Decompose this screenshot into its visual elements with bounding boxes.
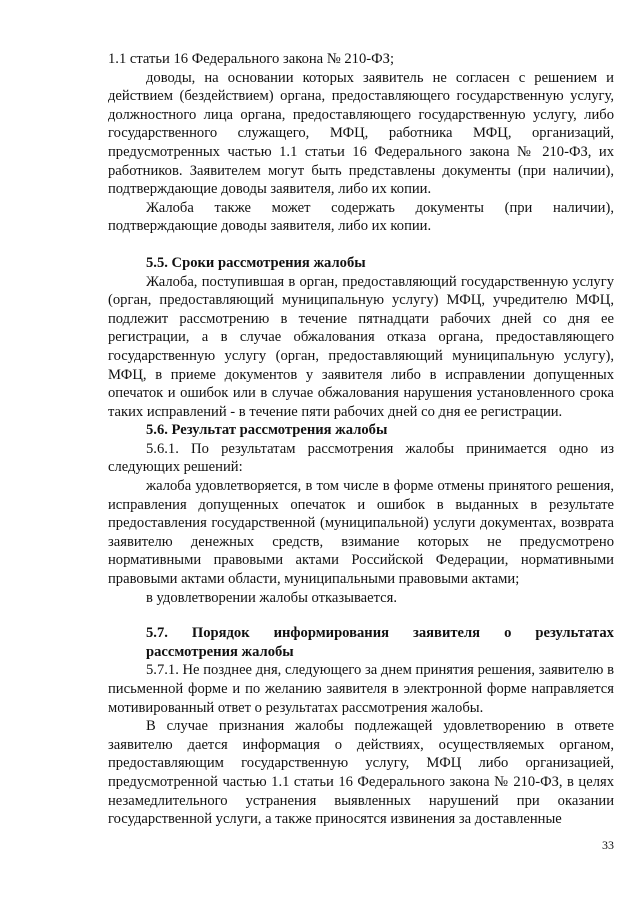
paragraph: 5.7.1. Не позднее дня, следующего за днем принятия решения, заявителю в письменной форме и по желанию заявителя в электронной форме направляется мотивированный ответ о результатах рассмотрения жалобы. — [108, 662, 614, 716]
section-heading: 5.5. Сроки рассмотрения жалобы — [146, 254, 366, 271]
heading-word: Порядок — [191, 625, 250, 642]
document-body — [108, 50, 614, 829]
section-heading — [146, 624, 614, 643]
paragraph: В случае признания жалобы подлежащей удовлетворению в ответе заявителю дается информация о действиях, осуществляемых органом, предоставляющим государственную услугу, МФЦ либо организацией, предусмотренной частью 1.1 статьи 16 Федерального закона № 210-ФЗ, в целях незамедлительного устранения выявленных нарушений при оказании государственной услуги, а также приносятся извинения за доставленные — [108, 718, 614, 828]
paragraph: 1.1 статьи 16 Федерального закона № 210-ФЗ; — [108, 51, 395, 67]
paragraph: Жалоба, поступившая в орган, предоставляющий государственную услугу (орган, предоставляющий муниципальную услугу) МФЦ, учредителю МФЦ, подлежит рассмотрению в течение пятнадцати рабочих дней со дня ее регистрации, а в случае обжалования отказа органа, предоставляющего государственную услугу (орган, предоставляющий муниципальную услугу), МФЦ, в приеме документов у заявителя либо в исправлении допущенных опечаток и ошибок или в случае обжалования нарушения установленного срока таких исправлений - в течение пяти рабочих дней со дня ее регистрации. — [108, 273, 614, 420]
heading-word: результатах — [535, 625, 614, 642]
section-heading-continued: рассмотрения жалобы — [146, 643, 294, 660]
heading-word: заявителя — [413, 625, 481, 642]
paragraph: доводы, на основании которых заявитель не согласен с решением и действием (бездействием) органа, предоставляющего государственную услугу, должностного лица органа, предоставляющего государственную услугу, либо государственного служащего, МФЦ, работника МФЦ, организаций, предусмотренных частью 1.1 статьи 16 Федерального закона № 210-ФЗ, их работников. Заявителем могут быть представлены документы (при наличии), подтверждающие доводы заявителя, либо их копии. — [108, 69, 614, 198]
paragraph: 5.6.1. По результатам рассмотрения жалобы принимается одно из следующих решений: — [108, 440, 614, 476]
heading-word: о — [504, 625, 512, 642]
heading-word: 5.7. — [146, 625, 168, 642]
paragraph: жалоба удовлетворяется, в том числе в форме отмены принятого решения, исправления допущенных опечаток и ошибок в выданных в результате предоставления государственной (муниципальной) услуги документах, возврата заявителю денежных средств, взимание которых не предусмотрено нормативными правовыми актами Российской Федерации, нормативными правовыми актами области, муниципальными правовыми актами; — [108, 478, 614, 588]
heading-word: информирования — [273, 625, 390, 642]
section-heading: 5.6. Результат рассмотрения жалобы — [146, 422, 388, 439]
paragraph: в удовлетворении жалобы отказывается. — [146, 589, 398, 606]
page-number: 33 — [602, 838, 614, 852]
paragraph: Жалоба также может содержать документы (при наличии), подтверждающие доводы заявителя, либо их копии. — [108, 199, 614, 235]
